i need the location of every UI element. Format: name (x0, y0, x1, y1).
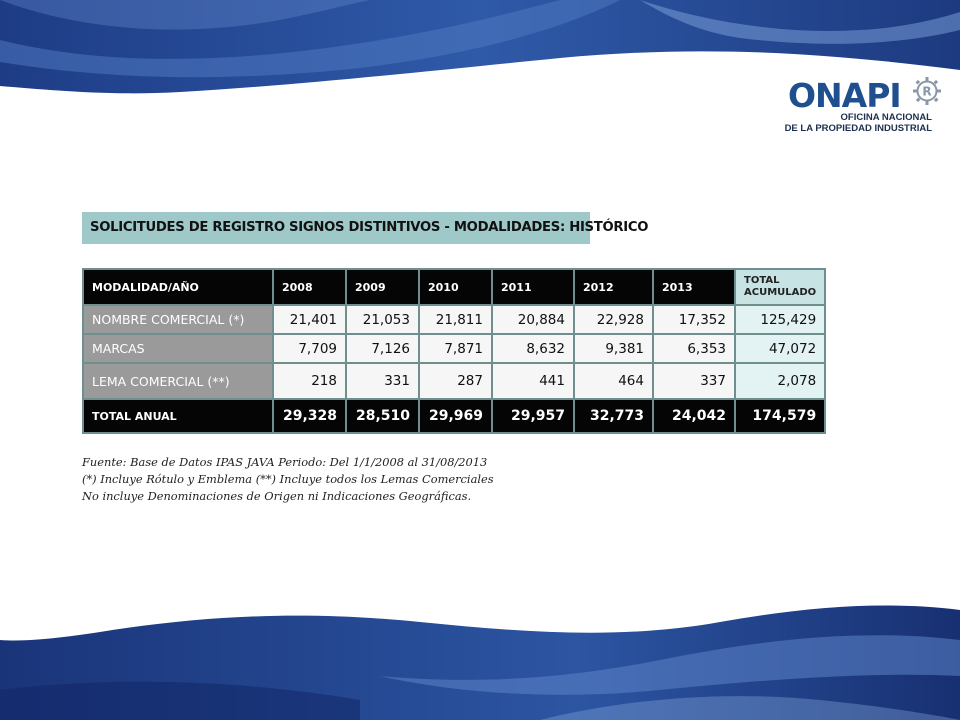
row-total: 174,579 (735, 399, 825, 433)
row-label: LEMA COMERCIAL (**) (83, 363, 273, 399)
table-cell: 29,957 (492, 399, 574, 433)
header-year: 2010 (419, 269, 492, 305)
table-cell: 7,709 (273, 334, 346, 363)
logo-wordmark: ONAPI (788, 76, 901, 115)
table-row (83, 305, 825, 334)
table-cell: 17,352 (653, 305, 735, 334)
row-label: TOTAL ANUAL (83, 399, 273, 433)
logo-subtitle-line1: OFICINA NACIONAL (840, 112, 932, 123)
table-cell: 29,328 (273, 399, 346, 433)
table-cell: 7,126 (346, 334, 419, 363)
table-cell: 20,884 (492, 305, 574, 334)
row-label: NOMBRE COMERCIAL (*) (83, 305, 273, 334)
table-title: SOLICITUDES DE REGISTRO SIGNOS DISTINTIVOS - MODALIDADES: HISTÓRICO (90, 220, 649, 235)
header-year: 2011 (492, 269, 574, 305)
header-year: 2012 (574, 269, 653, 305)
data-table (82, 268, 826, 434)
table-cell: 287 (419, 363, 492, 399)
table-cell: 6,353 (653, 334, 735, 363)
table-cell: 28,510 (346, 399, 419, 433)
table-annual-total-row (83, 399, 825, 433)
footnotes (82, 454, 494, 505)
table-row (83, 363, 825, 399)
table-cell: 8,632 (492, 334, 574, 363)
table-cell: 21,811 (419, 305, 492, 334)
table-header-row (83, 269, 825, 305)
header-total-line1: TOTAL (744, 275, 780, 286)
header-year: 2008 (273, 269, 346, 305)
header-modalidad: MODALIDAD/AÑO (83, 269, 273, 305)
table-cell: 218 (273, 363, 346, 399)
header-total-line2: ACUMULADO (744, 287, 817, 298)
table-cell: 22,928 (574, 305, 653, 334)
table-cell: 21,053 (346, 305, 419, 334)
footnote-includes: (*) Incluye Rótulo y Emblema (**) Incluye todos los Lemas Comerciales (82, 472, 494, 486)
row-total: 125,429 (735, 305, 825, 334)
header-year: 2009 (346, 269, 419, 305)
table-cell: 21,401 (273, 305, 346, 334)
table-cell: 337 (653, 363, 735, 399)
header-year: 2013 (653, 269, 735, 305)
table-cell: 24,042 (653, 399, 735, 433)
row-total: 47,072 (735, 334, 825, 363)
header-total-acumulado (735, 269, 825, 305)
onapi-logo (786, 76, 946, 146)
table-cell: 441 (492, 363, 574, 399)
table-row (83, 334, 825, 363)
table-cell: 331 (346, 363, 419, 399)
row-label: MARCAS (83, 334, 273, 363)
footnote-source: Fuente: Base de Datos IPAS JAVA Periodo: Del 1/1/2008 al 31/08/2013 (82, 455, 488, 469)
gear-registered-icon (912, 76, 942, 106)
table-cell: 7,871 (419, 334, 492, 363)
logo-subtitle-line2: DE LA PROPIEDAD INDUSTRIAL (784, 123, 932, 134)
table-cell: 9,381 (574, 334, 653, 363)
footnote-excludes: No incluye Denominaciones de Origen ni Indicaciones Geográficas. (82, 489, 472, 503)
table-cell: 464 (574, 363, 653, 399)
table-cell: 29,969 (419, 399, 492, 433)
registered-mark: R (922, 84, 932, 99)
row-total: 2,078 (735, 363, 825, 399)
table-title-band (82, 212, 649, 244)
table-cell: 32,773 (574, 399, 653, 433)
